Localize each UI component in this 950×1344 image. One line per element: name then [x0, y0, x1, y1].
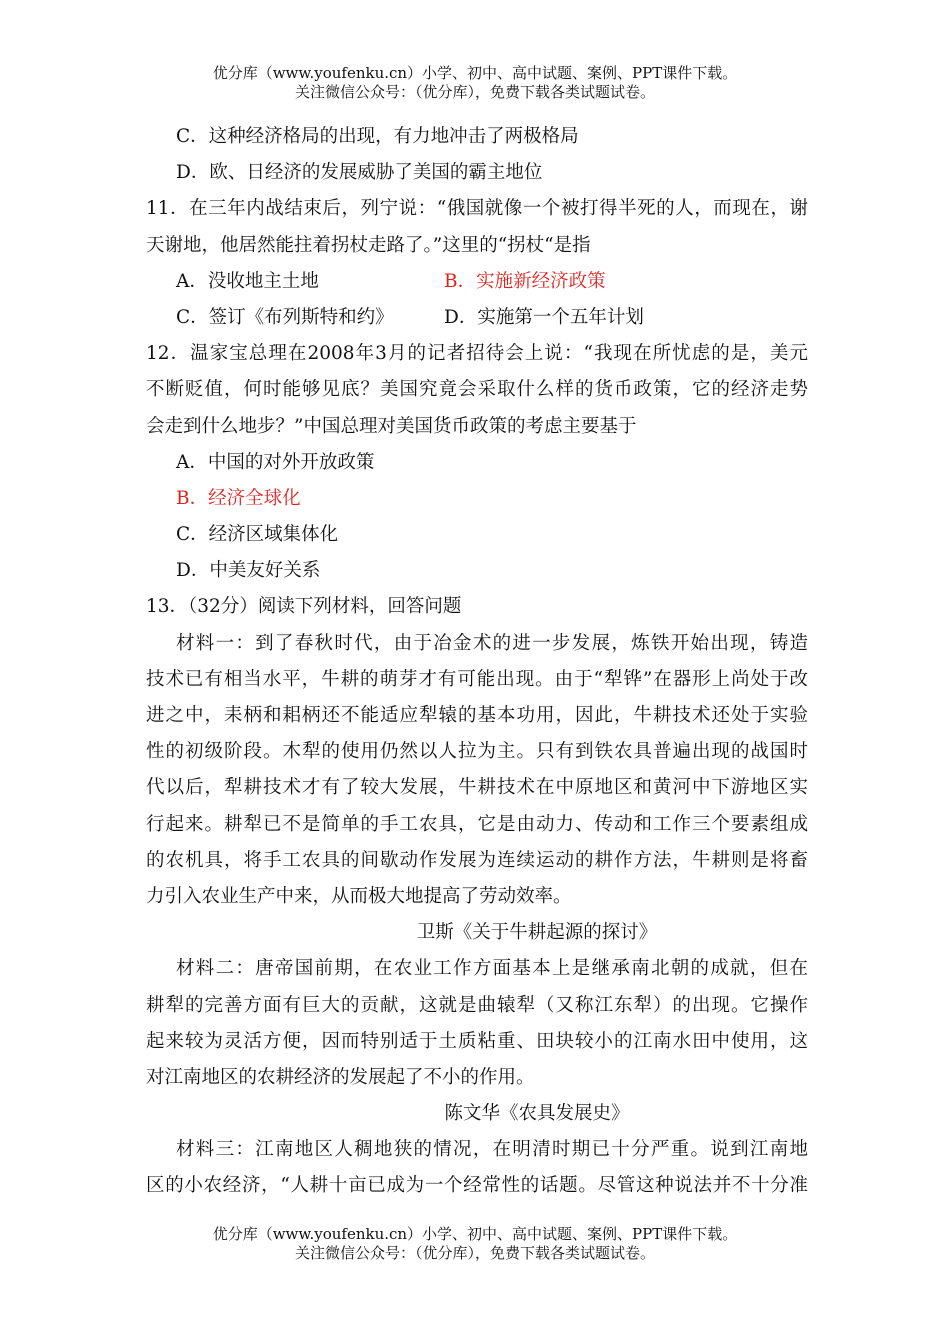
header-line-1: 优分库（www.youfenku.cn）小学、初中、高中试题、案例、PPT课件下载。 [212, 64, 738, 82]
q12-option-a: A．中国的对外开放政策 [176, 451, 375, 473]
material-1-line: 力引入农业生产中来，从而极大地提高了劳动效率。 [146, 885, 572, 907]
page-header [0, 64, 950, 102]
page-footer [0, 1225, 950, 1263]
q12-option-d: D．中美友好关系 [176, 560, 321, 582]
material-1-line: 性的初级阶段。木犁的使用仍然以人拉为主。只有到铁农具普遍出现的战国时 [146, 741, 808, 763]
material-2-line: 对江南地区的农耕经济的发展起了不小的作用。 [146, 1066, 535, 1088]
material-2-line: 材料二：唐帝国前期，在农业工作方面基本上是继承南北朝的成就，但在 [176, 958, 808, 980]
q11-option-a: A．没收地主土地 [176, 270, 319, 292]
q11-stem-line-2: 天谢地，他居然能拄着拐杖走路了。”这里的“拐杖“是指 [146, 234, 591, 256]
q11-stem-line-1: 11．在三年内战结束后，列宁说：“俄国就像一个被打得半死的人，而现在，谢 [146, 198, 808, 220]
footer-line-1: 优分库（www.youfenku.cn）小学、初中、高中试题、案例、PPT课件下载。 [212, 1225, 738, 1243]
footer-line-2: 关注微信公众号：（优分库），免费下载各类试题试卷。 [294, 1244, 655, 1262]
document-body [146, 119, 808, 1205]
q10-option-c: C．这种经济格局的出现，有力地冲击了两极格局 [176, 126, 579, 147]
q12-stem-line-2: 不断贬值，何时能够见底？美国究竟会采取什么样的货币政策，它的经济走势 [146, 379, 808, 401]
material-1-line: 材料一：到了春秋时代，由于冶金术的进一步发展，炼铁开始出现，铸造 [176, 632, 808, 654]
q12-option-b-answer: B．经济全球化 [176, 487, 301, 509]
material-1-source: 卫斯《关于牛耕起源的探讨》 [416, 922, 658, 944]
q11-options-ab [146, 264, 808, 300]
material-1-line: 代以后，犁耕技术才有了较大发展，牛耕技术在中原地区和黄河中下游地区实 [146, 777, 808, 799]
material-3-line: 材料三：江南地区人稠地狭的情况，在明清时期已十分严重。说到江南地 [176, 1139, 808, 1161]
material-1-line: 的农机具，将手工农具的间歇动作发展为连续运动的耕作方法，牛耕则是将畜 [146, 849, 808, 871]
q13-stem: 13．（32分）阅读下列材料，回答问题 [146, 596, 462, 618]
q11-option-b-answer: B．实施新经济政策 [444, 270, 606, 292]
q10-option-d: D．欧、日经济的发展威胁了美国的霸主地位 [176, 162, 543, 184]
material-3-line: 区的小农经济，“人耕十亩已成为一个经常性的话题。尽管这种说法并不十分准 [146, 1175, 808, 1197]
q11-option-d: D．实施第一个五年计划 [444, 306, 644, 328]
header-line-2: 关注微信公众号：（优分库），免费下载各类试题试卷。 [294, 83, 655, 101]
material-1-line: 行起来。耕犁已不是简单的手工农具，它是由动力、传动和工作三个要素组成 [146, 813, 808, 835]
q11-options-cd [146, 300, 808, 336]
q12-option-c: C．经济区域集体化 [176, 524, 339, 546]
q12-stem-line-1: 12．温家宝总理在2008年3月的记者招待会上说：“我现在所忧虑的是，美元 [146, 343, 808, 365]
material-2-line: 起来较为灵活方便，因而特别适于土质粘重、田块较小的江南水田中使用，这 [146, 1030, 808, 1052]
q11-option-c: C．签订《布列斯特和约》 [176, 306, 394, 328]
q12-stem-line-3: 会走到什么地步？”中国总理对美国货币政策的考虑主要基于 [146, 415, 637, 437]
material-1-line: 进之中，耒柄和耜柄还不能适应犁辕的基本功用，因此，牛耕技术还处于实验 [146, 705, 808, 726]
material-2-source: 陈文华《农具发展史》 [444, 1103, 630, 1125]
material-2-line: 耕犁的完善方面有巨大的贡献，这就是曲辕犁（又称江东犁）的出现。它操作 [146, 994, 808, 1016]
material-1-line: 技术已有相当水平，牛耕的萌芽才有可能出现。由于“犁铧”在器形上尚处于改 [146, 668, 808, 690]
